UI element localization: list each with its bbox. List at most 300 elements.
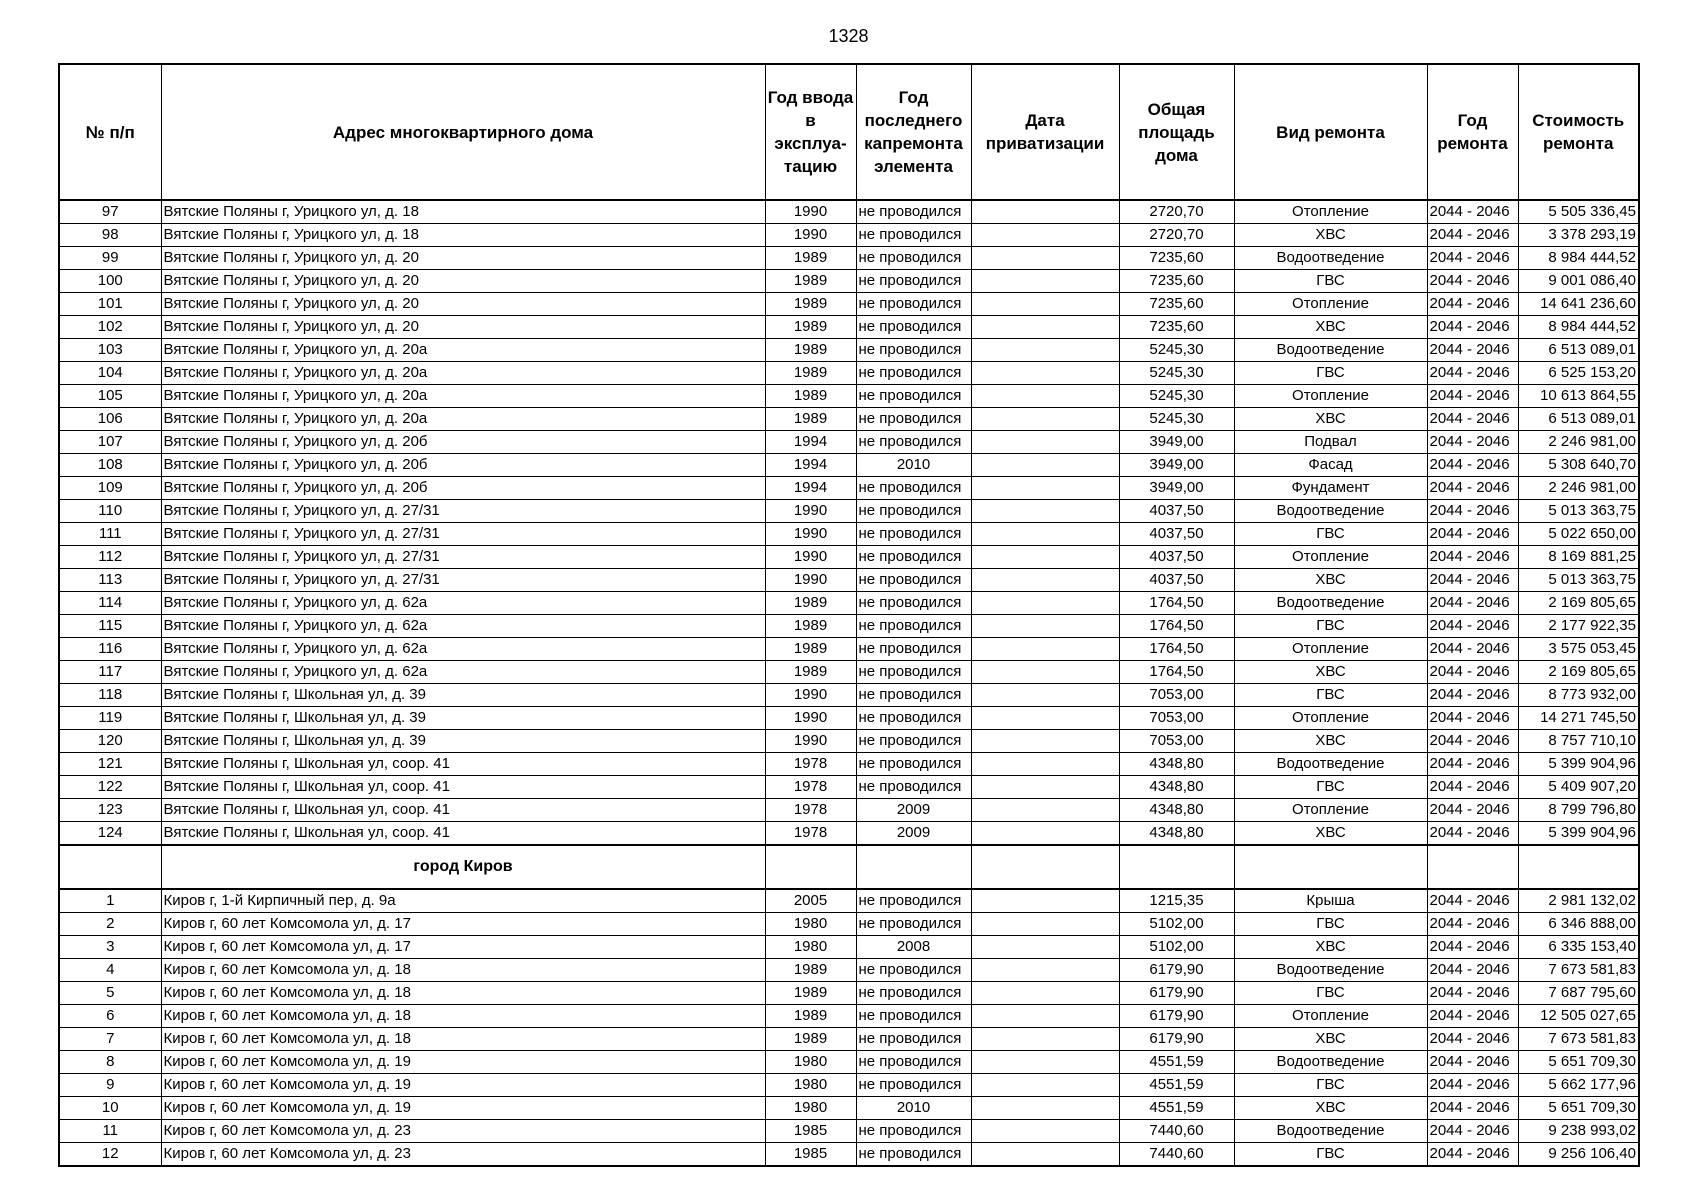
cell-privatization: [971, 822, 1119, 846]
cell-num: 12: [59, 1143, 161, 1167]
cell-repair-year: 2044 - 2046: [1427, 592, 1518, 615]
table-row: [59, 1051, 1639, 1074]
cell-repair-year: 2044 - 2046: [1427, 799, 1518, 822]
cell-privatization: [971, 730, 1119, 753]
cell-cost: 3 575 053,45: [1518, 638, 1639, 661]
cell-privatization: [971, 270, 1119, 293]
cell-repair-year: 2044 - 2046: [1427, 936, 1518, 959]
header-area: Общая площадь дома: [1119, 64, 1234, 200]
cell-privatization: [971, 224, 1119, 247]
cell-year-built: 1990: [765, 684, 856, 707]
cell-repair-type: ГВС: [1234, 1074, 1427, 1097]
cell-num: 99: [59, 247, 161, 270]
cell-cost: 5 308 640,70: [1518, 454, 1639, 477]
cell-repair-type: Водоотведение: [1234, 1120, 1427, 1143]
cell-address: Киров г, 60 лет Комсомола ул, д. 18: [161, 1028, 765, 1051]
cell-num: 118: [59, 684, 161, 707]
cell-repair-year: 2044 - 2046: [1427, 316, 1518, 339]
cell-privatization: [971, 454, 1119, 477]
cell-privatization: [971, 776, 1119, 799]
cell-repair-year: 2044 - 2046: [1427, 431, 1518, 454]
cell-address: Киров г, 60 лет Комсомола ул, д. 19: [161, 1097, 765, 1120]
cell-num: 4: [59, 959, 161, 982]
cell-privatization: [971, 500, 1119, 523]
cell-area: 2720,70: [1119, 200, 1234, 224]
cell-address: Вятские Поляны г, Урицкого ул, д. 62а: [161, 592, 765, 615]
cell-privatization: [971, 1143, 1119, 1167]
cell-address: Киров г, 60 лет Комсомола ул, д. 17: [161, 936, 765, 959]
cell-address: Вятские Поляны г, Урицкого ул, д. 18: [161, 200, 765, 224]
section-cell: [765, 845, 856, 889]
cell-address: Киров г, 60 лет Комсомола ул, д. 23: [161, 1120, 765, 1143]
cell-cost: 5 662 177,96: [1518, 1074, 1639, 1097]
cell-address: Вятские Поляны г, Урицкого ул, д. 20а: [161, 408, 765, 431]
cell-area: 4037,50: [1119, 523, 1234, 546]
cell-privatization: [971, 431, 1119, 454]
cell-repair-year: 2044 - 2046: [1427, 1051, 1518, 1074]
table-row: [59, 889, 1639, 913]
cell-num: 9: [59, 1074, 161, 1097]
cell-address: Вятские Поляны г, Урицкого ул, д. 27/31: [161, 523, 765, 546]
cell-num: 107: [59, 431, 161, 454]
cell-repair-year: 2044 - 2046: [1427, 569, 1518, 592]
cell-privatization: [971, 339, 1119, 362]
cell-last-repair: не проводился: [856, 684, 971, 707]
cell-year-built: 1990: [765, 200, 856, 224]
cell-privatization: [971, 982, 1119, 1005]
cell-address: Киров г, 60 лет Комсомола ул, д. 19: [161, 1074, 765, 1097]
cell-year-built: 1990: [765, 500, 856, 523]
cell-privatization: [971, 523, 1119, 546]
cell-area: 7235,60: [1119, 270, 1234, 293]
cell-year-built: 1989: [765, 1005, 856, 1028]
cell-repair-year: 2044 - 2046: [1427, 247, 1518, 270]
cell-num: 108: [59, 454, 161, 477]
cell-address: Вятские Поляны г, Урицкого ул, д. 20а: [161, 339, 765, 362]
cell-cost: 9 256 106,40: [1518, 1143, 1639, 1167]
cell-cost: 6 513 089,01: [1518, 408, 1639, 431]
cell-repair-type: ХВС: [1234, 569, 1427, 592]
cell-repair-type: ХВС: [1234, 316, 1427, 339]
cell-last-repair: не проводился: [856, 523, 971, 546]
cell-last-repair: не проводился: [856, 316, 971, 339]
cell-cost: 8 169 881,25: [1518, 546, 1639, 569]
cell-last-repair: не проводился: [856, 889, 971, 913]
cell-year-built: 1985: [765, 1143, 856, 1167]
cell-last-repair: не проводился: [856, 638, 971, 661]
cell-cost: 2 169 805,65: [1518, 661, 1639, 684]
table-row: [59, 730, 1639, 753]
cell-cost: 8 757 710,10: [1518, 730, 1639, 753]
cell-num: 1: [59, 889, 161, 913]
table-row: [59, 753, 1639, 776]
cell-privatization: [971, 546, 1119, 569]
table-row: [59, 224, 1639, 247]
cell-privatization: [971, 615, 1119, 638]
cell-last-repair: не проводился: [856, 707, 971, 730]
cell-last-repair: не проводился: [856, 1051, 971, 1074]
cell-year-built: 1990: [765, 569, 856, 592]
cell-repair-year: 2044 - 2046: [1427, 523, 1518, 546]
cell-last-repair: не проводился: [856, 224, 971, 247]
cell-cost: 8 984 444,52: [1518, 247, 1639, 270]
cell-area: 5245,30: [1119, 408, 1234, 431]
cell-address: Вятские Поляны г, Школьная ул, соор. 41: [161, 799, 765, 822]
cell-privatization: [971, 293, 1119, 316]
table-row: [59, 1028, 1639, 1051]
cell-cost: 5 022 650,00: [1518, 523, 1639, 546]
cell-repair-type: Отопление: [1234, 707, 1427, 730]
cell-year-built: 1989: [765, 638, 856, 661]
cell-year-built: 1978: [765, 776, 856, 799]
cell-num: 2: [59, 913, 161, 936]
cell-area: 4037,50: [1119, 546, 1234, 569]
table-row: [59, 431, 1639, 454]
table-row: [59, 822, 1639, 846]
cell-num: 105: [59, 385, 161, 408]
cell-address: Вятские Поляны г, Урицкого ул, д. 20: [161, 270, 765, 293]
cell-year-built: 1989: [765, 615, 856, 638]
cell-privatization: [971, 1120, 1119, 1143]
table-row: [59, 776, 1639, 799]
cell-num: 124: [59, 822, 161, 846]
cell-repair-type: ГВС: [1234, 362, 1427, 385]
table-row: [59, 362, 1639, 385]
cell-repair-year: 2044 - 2046: [1427, 776, 1518, 799]
header-year-built: Год ввода в эксплуа-тацию: [765, 64, 856, 200]
cell-last-repair: не проводился: [856, 753, 971, 776]
cell-year-built: 1989: [765, 270, 856, 293]
cell-area: 1764,50: [1119, 638, 1234, 661]
cell-repair-type: Отопление: [1234, 799, 1427, 822]
cell-repair-year: 2044 - 2046: [1427, 1097, 1518, 1120]
cell-privatization: [971, 592, 1119, 615]
cell-year-built: 1985: [765, 1120, 856, 1143]
table-row: [59, 1097, 1639, 1120]
cell-year-built: 1994: [765, 477, 856, 500]
header-last-repair: Год последнего капремонта элемента: [856, 64, 971, 200]
cell-cost: 12 505 027,65: [1518, 1005, 1639, 1028]
cell-privatization: [971, 638, 1119, 661]
cell-repair-year: 2044 - 2046: [1427, 224, 1518, 247]
cell-repair-year: 2044 - 2046: [1427, 339, 1518, 362]
table-row: [59, 638, 1639, 661]
table-row: [59, 316, 1639, 339]
cell-address: Вятские Поляны г, Урицкого ул, д. 20б: [161, 477, 765, 500]
cell-cost: 5 399 904,96: [1518, 753, 1639, 776]
cell-privatization: [971, 408, 1119, 431]
table-row: [59, 936, 1639, 959]
cell-last-repair: не проводился: [856, 1120, 971, 1143]
cell-year-built: 1980: [765, 1074, 856, 1097]
cell-year-built: 1990: [765, 730, 856, 753]
table-body-vyatskie-polyany: [59, 200, 1639, 845]
header-privatization: Дата приватизации: [971, 64, 1119, 200]
cell-repair-year: 2044 - 2046: [1427, 1005, 1518, 1028]
cell-area: 6179,90: [1119, 982, 1234, 1005]
cell-last-repair: не проводился: [856, 1005, 971, 1028]
cell-last-repair: не проводился: [856, 385, 971, 408]
header-repair-year: Год ремонта: [1427, 64, 1518, 200]
table-row: [59, 200, 1639, 224]
cell-last-repair: не проводился: [856, 270, 971, 293]
cell-privatization: [971, 1005, 1119, 1028]
table-row: [59, 799, 1639, 822]
cell-cost: 8 984 444,52: [1518, 316, 1639, 339]
cell-area: 3949,00: [1119, 431, 1234, 454]
cell-area: 7440,60: [1119, 1143, 1234, 1167]
cell-last-repair: не проводился: [856, 247, 971, 270]
cell-year-built: 1989: [765, 661, 856, 684]
cell-address: Вятские Поляны г, Урицкого ул, д. 27/31: [161, 569, 765, 592]
cell-repair-year: 2044 - 2046: [1427, 684, 1518, 707]
cell-address: Вятские Поляны г, Урицкого ул, д. 20: [161, 316, 765, 339]
cell-privatization: [971, 1028, 1119, 1051]
cell-repair-year: 2044 - 2046: [1427, 546, 1518, 569]
cell-cost: 6 513 089,01: [1518, 339, 1639, 362]
cell-area: 3949,00: [1119, 454, 1234, 477]
cell-year-built: 1989: [765, 385, 856, 408]
cell-cost: 2 246 981,00: [1518, 477, 1639, 500]
cell-area: 4348,80: [1119, 753, 1234, 776]
cell-year-built: 1990: [765, 224, 856, 247]
cell-address: Вятские Поляны г, Урицкого ул, д. 20б: [161, 431, 765, 454]
cell-area: 1764,50: [1119, 615, 1234, 638]
table-row: [59, 270, 1639, 293]
cell-repair-year: 2044 - 2046: [1427, 200, 1518, 224]
table-row: [59, 339, 1639, 362]
cell-last-repair: не проводился: [856, 982, 971, 1005]
section-row: [59, 845, 1639, 889]
cell-last-repair: не проводился: [856, 477, 971, 500]
cell-year-built: 1978: [765, 799, 856, 822]
cell-last-repair: 2009: [856, 822, 971, 846]
cell-num: 8: [59, 1051, 161, 1074]
cell-repair-type: Водоотведение: [1234, 500, 1427, 523]
cell-cost: 14 641 236,60: [1518, 293, 1639, 316]
cell-last-repair: не проводился: [856, 546, 971, 569]
cell-repair-type: ГВС: [1234, 523, 1427, 546]
cell-address: Вятские Поляны г, Урицкого ул, д. 27/31: [161, 500, 765, 523]
table-row: [59, 959, 1639, 982]
cell-repair-type: ХВС: [1234, 408, 1427, 431]
cell-address: Вятские Поляны г, Урицкого ул, д. 62а: [161, 638, 765, 661]
cell-repair-year: 2044 - 2046: [1427, 270, 1518, 293]
table-row: [59, 1143, 1639, 1167]
cell-last-repair: не проводился: [856, 569, 971, 592]
table-row: [59, 408, 1639, 431]
cell-repair-type: ГВС: [1234, 684, 1427, 707]
cell-cost: 7 687 795,60: [1518, 982, 1639, 1005]
cell-privatization: [971, 936, 1119, 959]
cell-num: 122: [59, 776, 161, 799]
cell-address: Киров г, 1-й Кирпичный пер, д. 9а: [161, 889, 765, 913]
cell-cost: 9 001 086,40: [1518, 270, 1639, 293]
cell-address: Вятские Поляны г, Урицкого ул, д. 20а: [161, 362, 765, 385]
table-row: [59, 247, 1639, 270]
cell-year-built: 1980: [765, 936, 856, 959]
cell-year-built: 1980: [765, 1097, 856, 1120]
cell-cost: 2 246 981,00: [1518, 431, 1639, 454]
cell-repair-year: 2044 - 2046: [1427, 1028, 1518, 1051]
cell-privatization: [971, 1051, 1119, 1074]
cell-last-repair: 2010: [856, 1097, 971, 1120]
cell-repair-year: 2044 - 2046: [1427, 982, 1518, 1005]
cell-cost: 5 505 336,45: [1518, 200, 1639, 224]
section-title: город Киров: [161, 845, 765, 889]
cell-area: 1215,35: [1119, 889, 1234, 913]
cell-repair-type: ХВС: [1234, 1028, 1427, 1051]
table-row: [59, 707, 1639, 730]
cell-last-repair: не проводился: [856, 913, 971, 936]
table-row: [59, 1074, 1639, 1097]
section-cell: [59, 845, 161, 889]
table-row: [59, 500, 1639, 523]
section-cell: [1427, 845, 1518, 889]
cell-num: 101: [59, 293, 161, 316]
cell-area: 6179,90: [1119, 1028, 1234, 1051]
header-address: Адрес многоквартирного дома: [161, 64, 765, 200]
cell-last-repair: не проводился: [856, 362, 971, 385]
header-num: № п/п: [59, 64, 161, 200]
cell-privatization: [971, 316, 1119, 339]
table-row: [59, 523, 1639, 546]
cell-area: 7235,60: [1119, 316, 1234, 339]
cell-privatization: [971, 889, 1119, 913]
cell-num: 5: [59, 982, 161, 1005]
cell-repair-year: 2044 - 2046: [1427, 753, 1518, 776]
cell-repair-year: 2044 - 2046: [1427, 454, 1518, 477]
table-row: [59, 982, 1639, 1005]
cell-repair-type: Водоотведение: [1234, 1051, 1427, 1074]
cell-repair-year: 2044 - 2046: [1427, 362, 1518, 385]
cell-cost: 7 673 581,83: [1518, 1028, 1639, 1051]
table-row: [59, 1005, 1639, 1028]
cell-num: 102: [59, 316, 161, 339]
cell-repair-year: 2044 - 2046: [1427, 1143, 1518, 1167]
cell-last-repair: не проводился: [856, 1143, 971, 1167]
cell-year-built: 1989: [765, 247, 856, 270]
cell-num: 3: [59, 936, 161, 959]
table-row: [59, 546, 1639, 569]
cell-repair-type: ХВС: [1234, 730, 1427, 753]
section-kirov: [59, 845, 1639, 889]
cell-repair-type: Фундамент: [1234, 477, 1427, 500]
cell-area: 5102,00: [1119, 936, 1234, 959]
section-cell: [971, 845, 1119, 889]
cell-area: 5102,00: [1119, 913, 1234, 936]
cell-cost: 5 013 363,75: [1518, 500, 1639, 523]
cell-repair-year: 2044 - 2046: [1427, 385, 1518, 408]
table-row: [59, 661, 1639, 684]
cell-privatization: [971, 385, 1119, 408]
cell-year-built: 1989: [765, 316, 856, 339]
cell-address: Вятские Поляны г, Урицкого ул, д. 20: [161, 247, 765, 270]
cell-cost: 5 651 709,30: [1518, 1051, 1639, 1074]
cell-last-repair: не проводился: [856, 293, 971, 316]
cell-address: Вятские Поляны г, Школьная ул, соор. 41: [161, 776, 765, 799]
cell-repair-year: 2044 - 2046: [1427, 959, 1518, 982]
cell-repair-year: 2044 - 2046: [1427, 707, 1518, 730]
cell-repair-type: Водоотведение: [1234, 247, 1427, 270]
table-row: [59, 592, 1639, 615]
cell-last-repair: не проводился: [856, 200, 971, 224]
cell-repair-type: Отопление: [1234, 293, 1427, 316]
cell-year-built: 1989: [765, 982, 856, 1005]
cell-area: 4551,59: [1119, 1051, 1234, 1074]
cell-year-built: 2005: [765, 889, 856, 913]
cell-last-repair: не проводился: [856, 1028, 971, 1051]
section-cell: [1119, 845, 1234, 889]
cell-privatization: [971, 1097, 1119, 1120]
cell-year-built: 1989: [765, 339, 856, 362]
cell-area: 7235,60: [1119, 247, 1234, 270]
table-row: [59, 684, 1639, 707]
cell-num: 112: [59, 546, 161, 569]
table-row: [59, 293, 1639, 316]
cell-last-repair: не проводился: [856, 730, 971, 753]
cell-privatization: [971, 753, 1119, 776]
cell-cost: 7 673 581,83: [1518, 959, 1639, 982]
cell-privatization: [971, 1074, 1119, 1097]
cell-cost: 2 177 922,35: [1518, 615, 1639, 638]
cell-num: 115: [59, 615, 161, 638]
cell-last-repair: не проводился: [856, 776, 971, 799]
table-row: [59, 385, 1639, 408]
cell-repair-year: 2044 - 2046: [1427, 638, 1518, 661]
cell-cost: 6 525 153,20: [1518, 362, 1639, 385]
cell-repair-type: Отопление: [1234, 638, 1427, 661]
cell-cost: 8 799 796,80: [1518, 799, 1639, 822]
cell-year-built: 1989: [765, 362, 856, 385]
cell-area: 4348,80: [1119, 799, 1234, 822]
cell-num: 120: [59, 730, 161, 753]
cell-num: 114: [59, 592, 161, 615]
cell-last-repair: 2009: [856, 799, 971, 822]
cell-repair-type: Водоотведение: [1234, 753, 1427, 776]
cell-last-repair: не проводился: [856, 661, 971, 684]
cell-cost: 8 773 932,00: [1518, 684, 1639, 707]
cell-year-built: 1989: [765, 408, 856, 431]
cell-privatization: [971, 362, 1119, 385]
cell-num: 7: [59, 1028, 161, 1051]
cell-repair-type: ГВС: [1234, 1143, 1427, 1167]
cell-area: 6179,90: [1119, 959, 1234, 982]
cell-last-repair: не проводился: [856, 959, 971, 982]
cell-address: Киров г, 60 лет Комсомола ул, д. 18: [161, 1005, 765, 1028]
cell-area: 1764,50: [1119, 592, 1234, 615]
cell-area: 2720,70: [1119, 224, 1234, 247]
cell-address: Киров г, 60 лет Комсомола ул, д. 19: [161, 1051, 765, 1074]
cell-repair-year: 2044 - 2046: [1427, 293, 1518, 316]
cell-last-repair: не проводился: [856, 500, 971, 523]
cell-area: 7235,60: [1119, 293, 1234, 316]
cell-year-built: 1994: [765, 454, 856, 477]
cell-num: 116: [59, 638, 161, 661]
cell-num: 117: [59, 661, 161, 684]
header-cost: Стоимость ремонта: [1518, 64, 1639, 200]
cell-repair-year: 2044 - 2046: [1427, 730, 1518, 753]
cell-address: Вятские Поляны г, Урицкого ул, д. 62а: [161, 661, 765, 684]
cell-repair-type: ХВС: [1234, 661, 1427, 684]
cell-area: 4348,80: [1119, 822, 1234, 846]
cell-repair-type: Фасад: [1234, 454, 1427, 477]
cell-cost: 2 169 805,65: [1518, 592, 1639, 615]
cell-repair-type: ГВС: [1234, 982, 1427, 1005]
cell-num: 119: [59, 707, 161, 730]
section-cell: [856, 845, 971, 889]
cell-repair-type: Отопление: [1234, 385, 1427, 408]
